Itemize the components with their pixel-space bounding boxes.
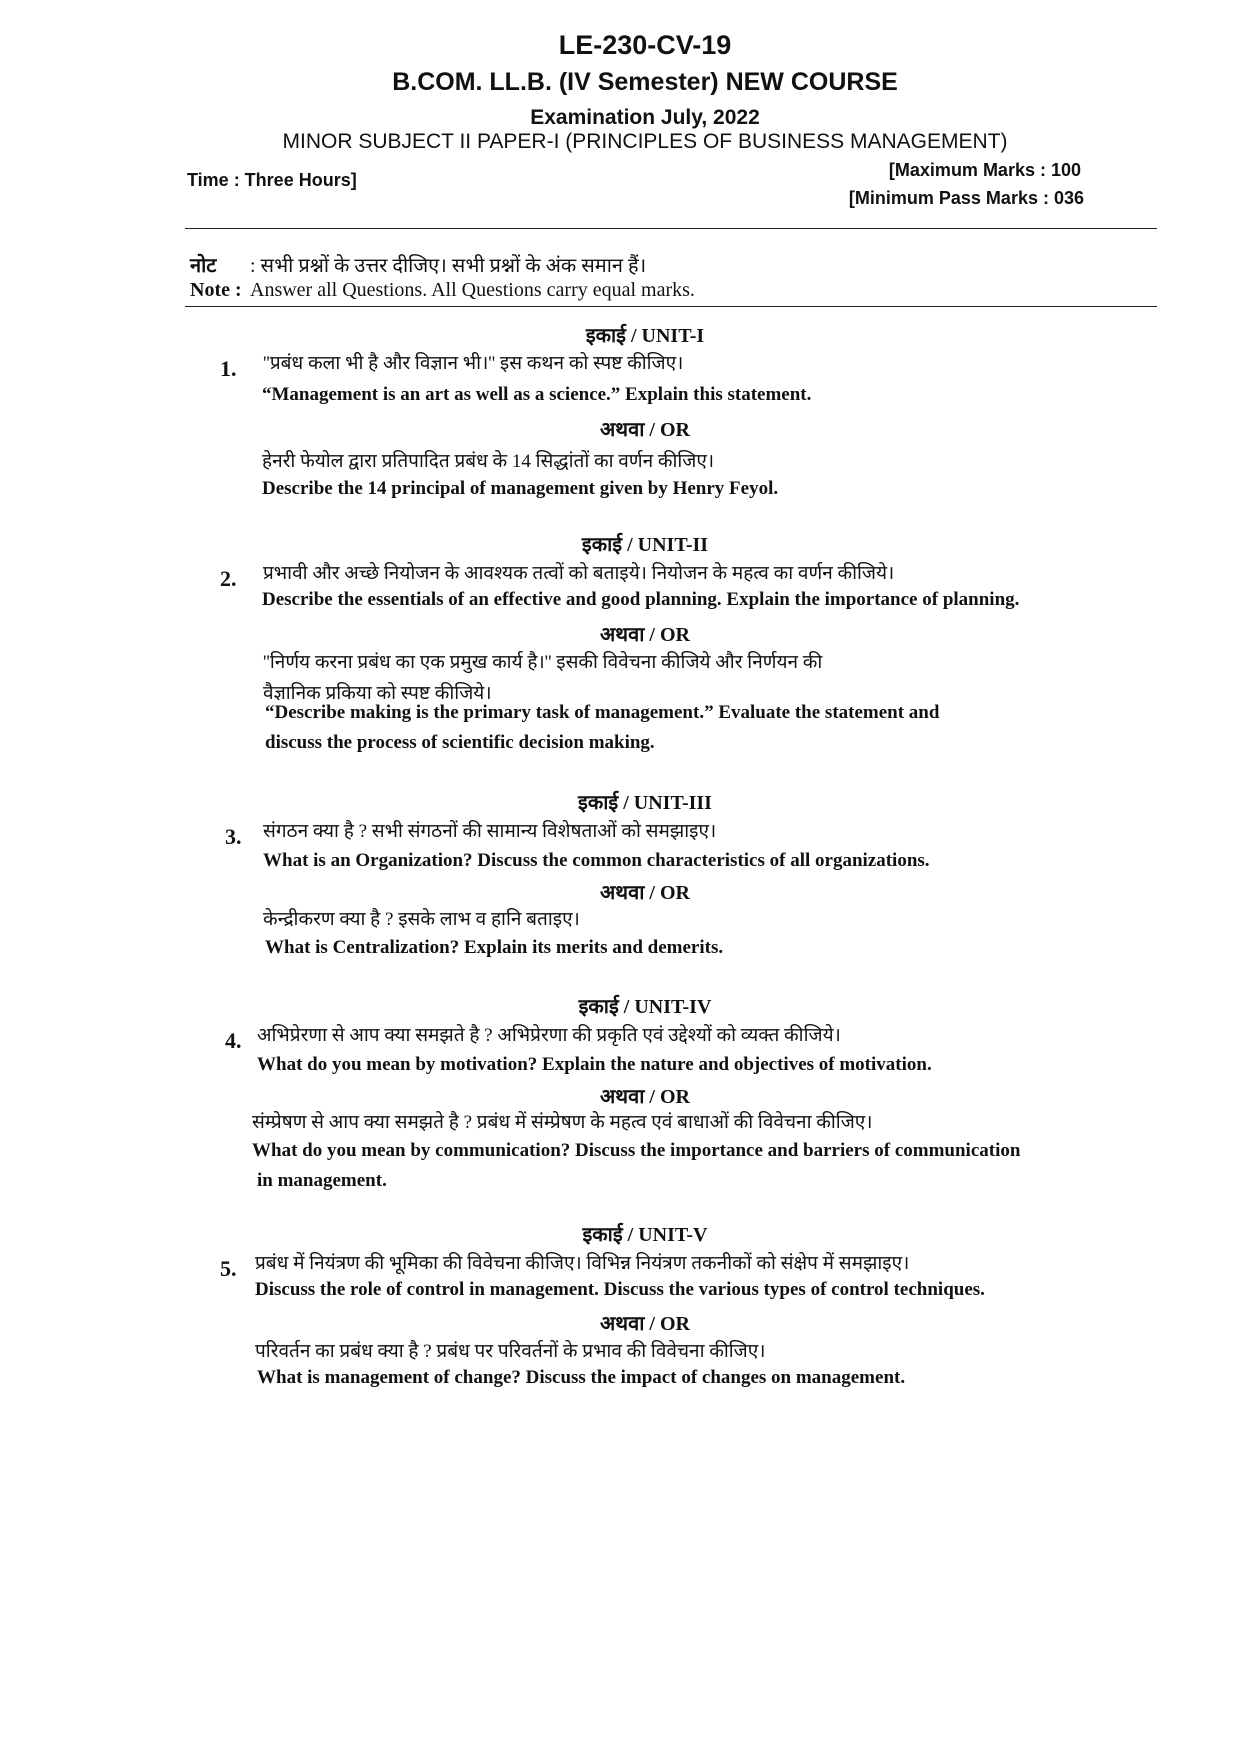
question-number-5: 5. <box>220 1256 237 1281</box>
question-5-b-hi-line: परिवर्तन का प्रबंध क्या है ? प्रबंध पर परिवर्तनों के प्रभाव की विवेचना कीजिए। <box>255 1341 766 1362</box>
or-divider-2: अथवा / OR <box>600 624 690 646</box>
unit-title-2: इकाई / UNIT-II <box>581 534 709 556</box>
time-allowed: Time : Three Hours] <box>187 170 357 190</box>
question-number-4: 4. <box>225 1028 242 1053</box>
note-hindi <box>190 251 646 278</box>
unit-title-3: इकाई / UNIT-III <box>578 792 712 814</box>
question-1-b-en-line: Describe the 14 principal of management given by Henry Feyol. <box>262 478 779 499</box>
question-3-a-en-line: What is an Organization? Discuss the common characteristics of all organizations. <box>263 850 930 871</box>
question-3-a-hi-line: संगठन क्या है ? सभी संगठनों की सामान्य विशेषताओं को समझाइए। <box>263 821 717 842</box>
unit-title-4: इकाई / UNIT-IV <box>578 996 712 1018</box>
question-4-a-hi-line: अभिप्रेरणा से आप क्या समझते है ? अभिप्रेरणा की प्रकृति एवं उद्देश्यों को व्यक्त कीजिये। <box>257 1025 841 1046</box>
or-divider-1: अथवा / OR <box>600 419 690 441</box>
question-1-a-en-line: “Management is an art as well as a science.” Explain this statement. <box>262 384 812 405</box>
question-2-b-en-line: discuss the process of scientific decision making. <box>265 732 655 753</box>
minimum-pass-marks: [Minimum Pass Marks : 036 <box>848 188 1084 208</box>
question-1-a-hi-line: ''प्रबंध कला भी है और विज्ञान भी।'' इस कथन को स्पष्ट कीजिए। <box>263 353 684 374</box>
question-number-3: 3. <box>225 824 242 849</box>
bottom-divider <box>185 306 1157 307</box>
question-2-b-en-line: “Describe making is the primary task of management.” Evaluate the statement and <box>265 702 940 723</box>
or-divider-4: अथवा / OR <box>600 1086 690 1108</box>
top-divider <box>185 228 1157 229</box>
question-1-b-hi-line: हेनरी फेयोल द्वारा प्रतिपादित प्रबंध के 14 सिद्धांतों का वर्णन कीजिए। <box>262 451 715 472</box>
question-2-a-hi-line: प्रभावी और अच्छे नियोजन के आवश्यक तत्वों को बताइये। नियोजन के महत्व का वर्णन कीजिये। <box>263 563 895 584</box>
question-5-a-en-line: Discuss the role of control in management. Discuss the various types of control techniques. <box>255 1279 985 1300</box>
maximum-marks: [Maximum Marks : 100 <box>888 160 1081 180</box>
note-hindi-label: नोट <box>190 255 217 277</box>
course-title: B.COM. LL.B. (IV Semester) NEW COURSE <box>392 68 898 96</box>
question-number-1: 1. <box>220 356 237 381</box>
question-4-b-en-line: What do you mean by communication? Discuss the importance and barriers of communication <box>252 1140 1021 1161</box>
question-5-b-en-line: What is management of change? Discuss the impact of changes on management. <box>257 1367 906 1388</box>
paper-code: LE-230-CV-19 <box>558 30 732 60</box>
note-english <box>190 279 695 302</box>
note-hindi-text: : सभी प्रश्नों के उत्तर दीजिए। सभी प्रश्नों के अंक समान हैं। <box>250 255 647 277</box>
question-4-b-hi-line: संम्प्रेषण से आप क्या समझते है ? प्रबंध में संम्प्रेषण के महत्व एवं बाधाओं की विवेचना कीजिए। <box>252 1112 873 1133</box>
exam-session: Examination July, 2022 <box>530 106 760 129</box>
question-4-b-en-line: in management. <box>257 1170 387 1191</box>
question-2-b-hi-line: वैज्ञानिक प्रकिया को स्पष्ट कीजिये। <box>263 683 492 704</box>
unit-title-1: इकाई / UNIT-I <box>585 325 705 347</box>
question-5-a-hi-line: प्रबंध में नियंत्रण की भूमिका की विवेचना कीजिए। विभिन्न नियंत्रण तकनीकों को संक्षेप में समझाइए। <box>255 1253 910 1274</box>
question-2-a-en-line: Describe the essentials of an effective and good planning. Explain the importance of planning. <box>262 589 1020 610</box>
note-english-text: Answer all Questions. All Questions carry equal marks. <box>250 279 695 301</box>
question-number-2: 2. <box>220 566 237 591</box>
or-divider-3: अथवा / OR <box>600 882 690 904</box>
note-english-label: Note : <box>190 279 242 301</box>
question-4-a-en-line: What do you mean by motivation? Explain the nature and objectives of motivation. <box>257 1054 932 1075</box>
or-divider-5: अथवा / OR <box>600 1313 690 1335</box>
question-2-b-hi-line: ''निर्णय करना प्रबंध का एक प्रमुख कार्य है।'' इसकी विवेचना कीजिये और निर्णयन की <box>263 652 823 673</box>
question-3-b-hi-line: केन्द्रीकरण क्या है ? इसके लाभ व हानि बताइए। <box>263 909 580 930</box>
subject-title: MINOR SUBJECT II PAPER-I (PRINCIPLES OF BUSINESS MANAGEMENT) <box>282 130 1008 153</box>
unit-title-5: इकाई / UNIT-V <box>582 1224 708 1246</box>
question-3-b-en-line: What is Centralization? Explain its merits and demerits. <box>265 937 724 958</box>
